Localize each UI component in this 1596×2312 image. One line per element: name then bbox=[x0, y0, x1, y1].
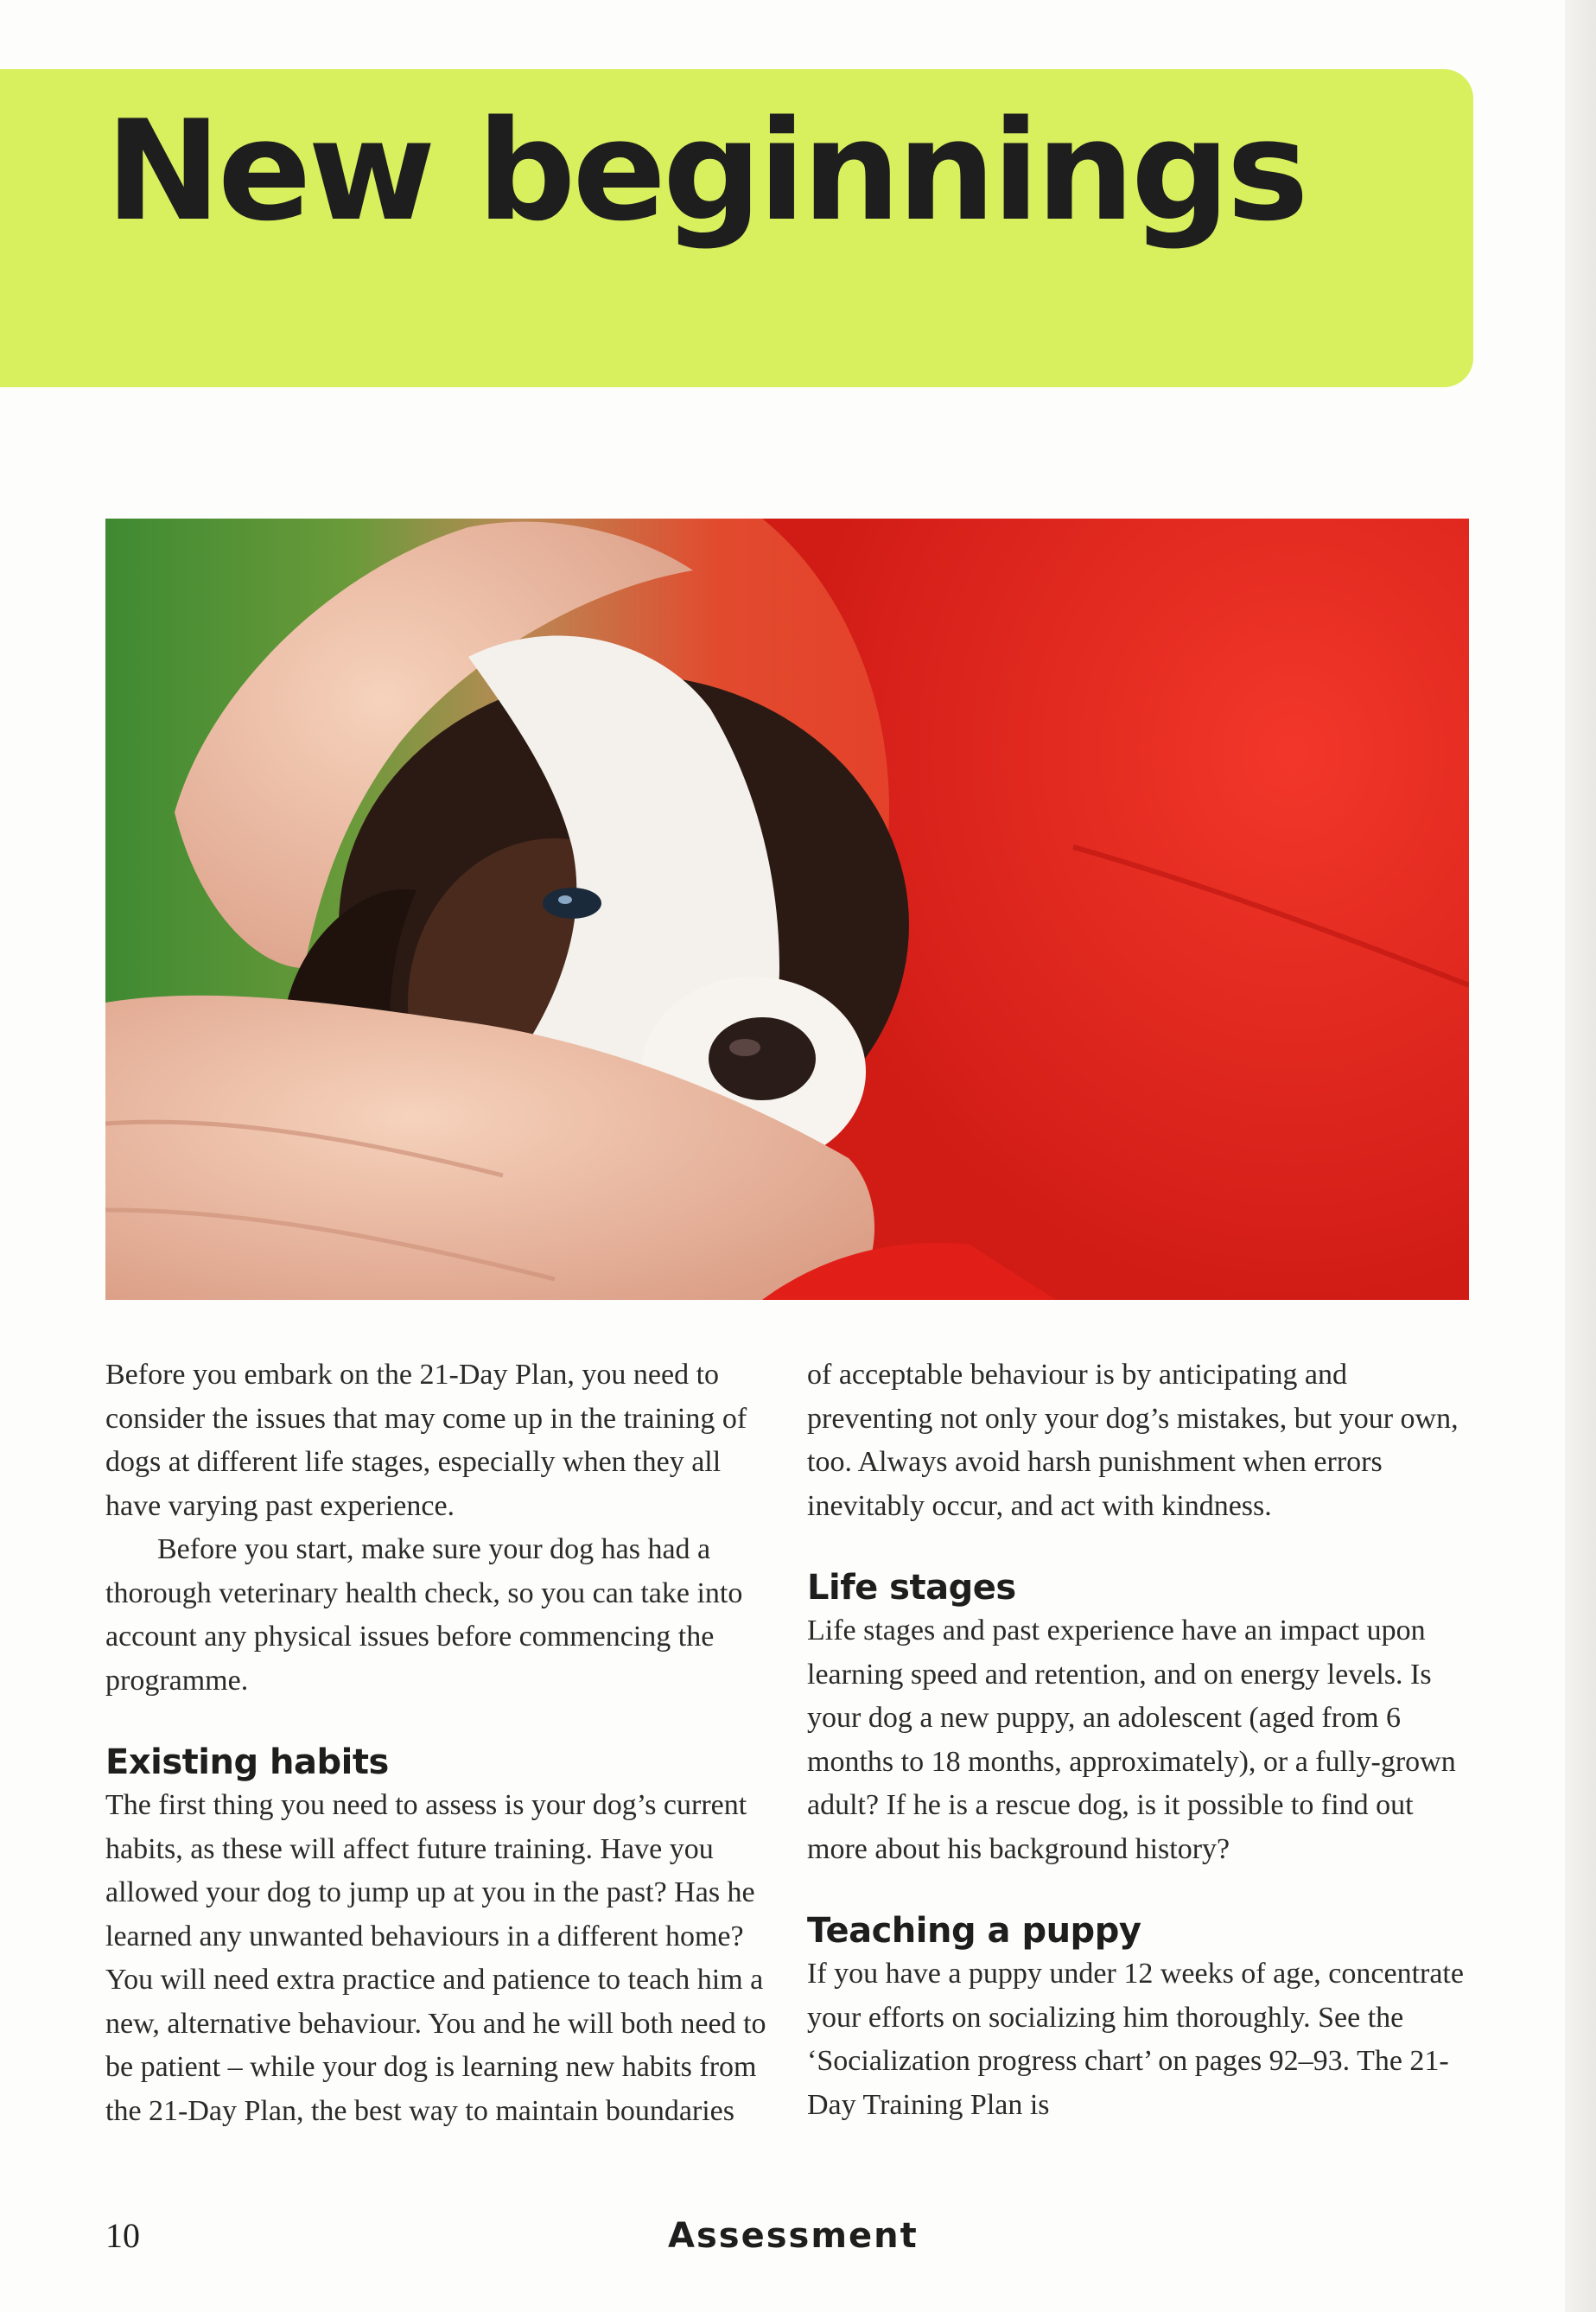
continuation-paragraph: of acceptable behaviour is by anticipating and preventing not only your dog’s mistakes, but your own, too. Always avoid harsh punishment when errors inevitably occur, and act with kindness. bbox=[807, 1359, 1459, 1522]
page-title: New beginnings bbox=[105, 90, 1306, 252]
page-number: 10 bbox=[105, 2216, 140, 2255]
page-edge bbox=[1565, 0, 1596, 2312]
intro-paragraph: Before you start, make sure your dog has had a thorough veterinary health check, so you can take into account any physical issues before commencing the programme. bbox=[105, 1533, 743, 1697]
existing-habits-body: The first thing you need to assess is your dog’s current habits, as these will affect future training. Have you allowed your dog to jump up at you in the past? Has he learned any unwanted behaviours in a different home? You will need extra practice and patience to teach him a new, alternative behaviour. You and he will both need to be patient – while your dog is learning new habits from the 21-Day Plan, the best way to maintain boundaries bbox=[105, 1789, 766, 2127]
teaching-a-puppy-heading: Teaching a puppy bbox=[807, 1911, 1141, 1951]
life-stages-body: Life stages and past experience have an impact upon learning speed and retention, and on energy levels. Is your dog a new puppy, an adolescent (aged from 6 months to 18 months, approximately), or a fully-grown adult? If he is a rescue dog, is it possible to find out more about his background history? bbox=[807, 1615, 1456, 1865]
intro-paragraph: Before you embark on the 21-Day Plan, you need to consider the issues that may come up in the training of dogs at different life stages, especially when they all have varying past experience. bbox=[105, 1359, 747, 1522]
teaching-a-puppy-body: If you have a puppy under 12 weeks of age, concentrate your efforts on socializing him thoroughly. See the ‘Socialization progress chart’ on pages 92–93. The 21-Day Training Plan is bbox=[807, 1958, 1464, 2121]
section-name: Assessment bbox=[668, 2216, 919, 2256]
existing-habits-heading: Existing habits bbox=[105, 1742, 389, 1782]
puppy-photo bbox=[105, 519, 1469, 1300]
right-column bbox=[807, 1353, 1472, 2127]
left-column bbox=[105, 1353, 771, 2133]
life-stages-heading: Life stages bbox=[807, 1568, 1016, 1608]
